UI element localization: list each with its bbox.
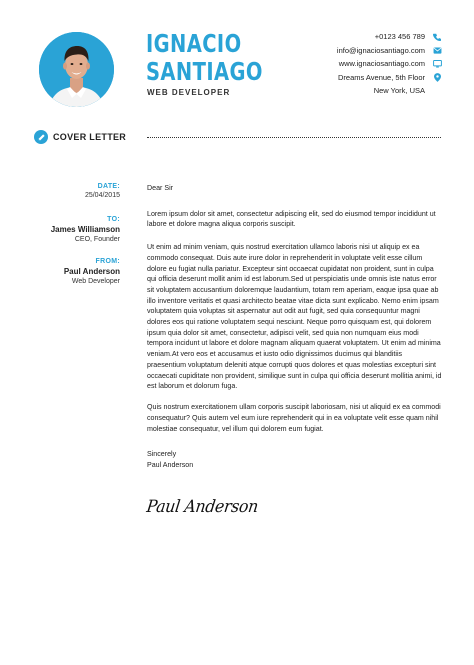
dotted-divider: [147, 137, 441, 138]
location-pin-icon: [431, 73, 443, 82]
recipient-block: [30, 215, 120, 245]
monitor-icon: [431, 60, 443, 68]
contact-email: [337, 44, 443, 58]
signer-name: Paul Anderson: [147, 460, 194, 469]
letter-body: [147, 183, 442, 471]
contact-info: [337, 30, 443, 98]
handwritten-signature: Paul Anderson: [145, 497, 260, 517]
address-line1: Dreams Avenue, 5th Floor: [338, 72, 425, 82]
contact-website: [337, 57, 443, 71]
salutation: Dear Sir: [147, 184, 174, 192]
contact-phone: [337, 30, 443, 44]
sender-name: Paul Anderson: [63, 267, 120, 276]
from-label: FROM:: [95, 258, 120, 265]
phone-text: +0123 456 789: [374, 32, 425, 41]
body-paragraph: Ut enim ad minim veniam, quis nostrud exercitation ullamco laboris nisi ut aliquip ex ea commodo consequat. Duis aute irure dolor in reprehenderit in voluptate velit esse cillum dolore eu fugiat nulla pariatur. Excepteur sint occaecat cupidatat non proident, sunt in culpa qui officia deserunt mollit anim id est laborum.Sed ut perspiciatis unde omnis iste natus error sit voluptatem accusantium doloremque laudantium, totam rem aperiam, eaque ipsa quae ab illo inventore veritatis et quasi architecto beatae vitae dicta sunt explicabo. Nemo enim ipsam voluptatem quia voluptas sit aspernatur aut odit aut fugit, sed quia consequuntur magni dolores eos qui ratione voluptatem sequi nesciunt. Neque porro quisquam est, qui dolorem ipsum quia dolor sit amet, consectetur, adipisci velit, sed quia non numquam eius modi tempora incidunt ut labore et dolore magnam aliquam quaerat voluptatem. Ut enim ad minima veniam.At vero eos et accusamus et iusto odio dignissimos ducimus qui blanditiis praesentium voluptatum deleniti atque corrupti quos dolores et quas molestias excepturi sint occaecati cupiditate non provident, similique sunt in culpa qui officia deserunt mollitia animi, id est laborum et dolorum fuga.: [147, 243, 442, 391]
email-text: info@ignaciosantiago.com: [336, 45, 425, 55]
pencil-icon: [34, 130, 48, 144]
date-value: 25/04/2015: [84, 192, 120, 199]
signoff-block: [147, 449, 442, 471]
recipient-name: James Williamson: [50, 225, 120, 234]
phone-icon: [431, 33, 443, 41]
date-block: [30, 182, 120, 201]
date-label: DATE:: [97, 183, 120, 190]
applicant-name: [146, 30, 263, 86]
address-line2: New York, USA: [373, 86, 425, 95]
first-name: IGNACIO: [146, 29, 242, 58]
sender-title: Web Developer: [71, 278, 120, 285]
section-title: COVER LETTER: [53, 132, 127, 142]
profile-photo: [39, 32, 114, 107]
closing-paragraph: Quis nostrum exercitationem ullam corporis suscipit laboriosam, nisi ut aliquid ex ea commodi consequatur? Quis autem vel eum iure reprehenderit qui in ea voluptate velit esse quam nihil molestiae consequatur, vel illum qui dolorem eum fugiat.: [147, 403, 441, 433]
letter-meta: [30, 182, 120, 287]
contact-address-2: [337, 84, 443, 98]
intro-paragraph: Lorem ipsum dolor sit amet, consectetur adipiscing elit, sed do eiusmod tempor incididunt ut labore et dolore magna aliqua corporis suscipit.: [147, 209, 436, 229]
portrait-photo-icon: [39, 32, 114, 107]
contact-address: [337, 71, 443, 85]
recipient-title: CEO, Founder: [74, 236, 120, 243]
to-label: TO:: [107, 216, 120, 223]
signoff: Sincerely: [147, 449, 177, 458]
website-text: www.ignaciosantiago.com: [338, 59, 425, 68]
last-name: SANTIAGO: [146, 57, 263, 86]
job-title: WEB DEVELOPER: [147, 88, 231, 97]
sender-block: [30, 257, 120, 287]
email-icon: [431, 47, 443, 54]
